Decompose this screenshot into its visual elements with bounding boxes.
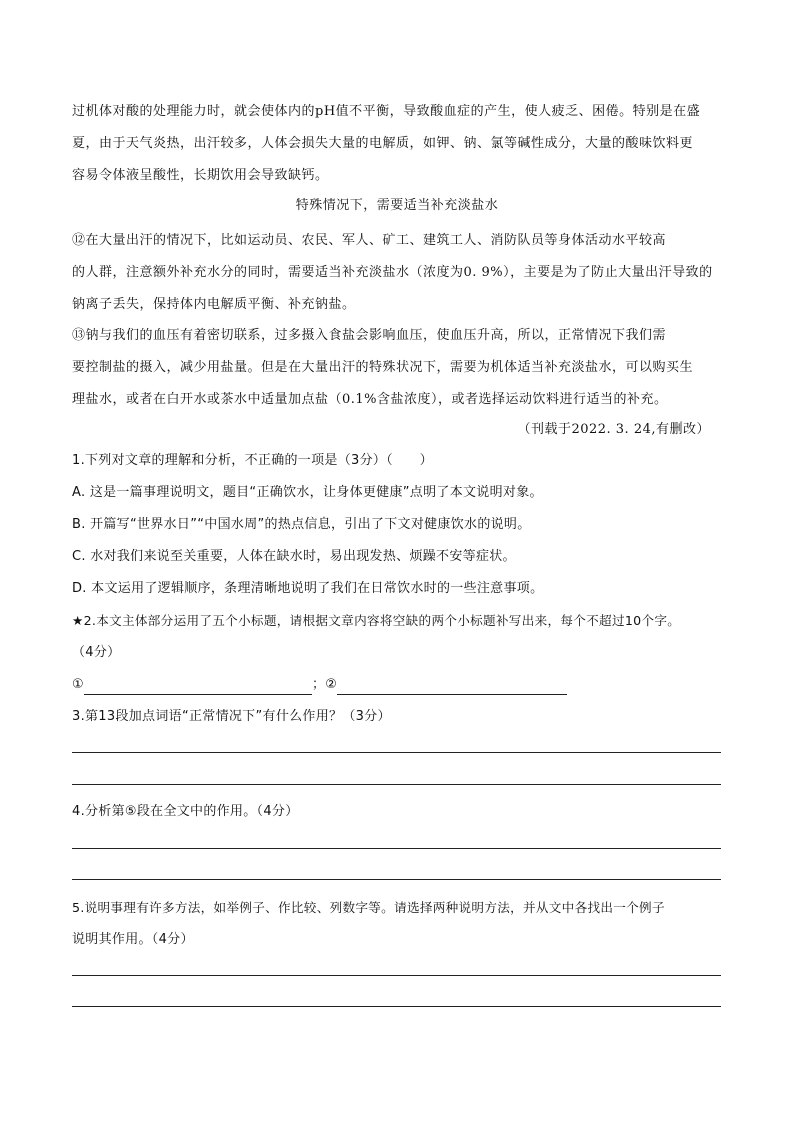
answer-line[interactable] [72,975,721,976]
article-paragraph-continued [72,96,724,192]
article-paragraph-13 [72,320,724,416]
question-1-option-b[interactable]: B. 开篇写“世界水日”“中国水周”的热点信息，引出了下文对健康饮水的说明。 [72,517,531,532]
question-2-stem: ★2.本文主体部分运用了五个小标题，请根据文章内容将空缺的两个小标题补写出来，每个不超过10个字。 [72,613,681,628]
question-5-stem-line-1: 5.说明事理有许多方法，如举例子、作比较、列数字等。请选择两种说明方法，并从文中各找出一个例子 [72,900,665,915]
paragraph-line: 过机体对酸的处理能力时，就会使体内的pH值不平衡，导致酸血症的产生，使人疲乏、困倦。特别是在盛 [72,104,701,119]
answer-line[interactable] [72,1006,721,1007]
paragraph-line: 要控制盐的摄入，减少用盐量。但是在大量出汗的特殊状况下，需要为机体适当补充淡盐水，可以购买生 [72,360,694,375]
paragraph-line: ⑫在大量出汗的情况下，比如运动员、农民、军人、矿工、建筑工人、消防队员等身体活动水平较高 [72,233,667,248]
question-1-option-c[interactable]: C. 水对我们来说至关重要，人体在缺水时，易出现发热、烦躁不安等症状。 [72,549,516,564]
paragraph-line: 夏，由于天气炎热，出汗较多，人体会损失大量的电解质，如钾、钠、氯等碱性成分，大量的酸味饮料更 [72,136,694,151]
article-source: （刊载于2022. 3. 24,有删改） [517,422,710,437]
answer-line[interactable] [72,879,721,880]
paragraph-line: ⑬钠与我们的血压有着密切联系，过多摄入食盐会影响血压，使血压升高，所以，正常情况下我们需 [72,328,667,343]
question-1-stem: 1.下列对文章的理解和分析，不正确的一项是（3分）（ ） [72,453,433,468]
answer-line[interactable] [72,752,721,753]
question-1-option-d[interactable]: D. 本文运用了逻辑顺序，条理清晰地说明了我们在日常饮水时的一些注意事项。 [72,581,544,596]
circled-number-1: ① [72,677,84,692]
article-paragraph-12 [72,225,724,321]
answer-blank-2[interactable] [337,680,567,695]
question-2-answer-row [72,675,742,695]
question-2-score: （4分） [72,645,121,660]
paragraph-line: 钠离子丢失，保持体内电解质平衡、补充钠盐。 [72,297,356,312]
answer-blank-1[interactable] [84,680,312,695]
blank-separator: ；② [311,677,338,692]
answer-line[interactable] [72,848,721,849]
section-subtitle: 特殊情况下，需要适当补充淡盐水 [295,198,499,213]
paragraph-line: 容易令体液呈酸性，长期饮用会导致缺钙。 [72,168,329,183]
paragraph-line: 理盐水，或者在白开水或茶水中适量加点盐（0.1%含盐浓度），或者选择运动饮料进行适当的补充。 [72,392,668,407]
answer-line[interactable] [72,784,721,785]
question-1-option-a[interactable]: A. 这是一篇事理说明文，题目“正确饮水，让身体更健康”点明了本文说明对象。 [72,485,543,500]
paragraph-line: 的人群，注意额外补充水分的同时，需要适当补充淡盐水（浓度为0. 9%），主要是为了防止大量出汗导致的 [72,265,713,280]
question-3-stem: 3.第13段加点词语“正常情况下”有什么作用？（3分） [72,709,391,724]
question-5-stem-line-2: 说明其作用。（4分） [72,932,194,947]
question-4-stem: 4.分析第⑤段在全文中的作用。（4分） [72,804,299,819]
